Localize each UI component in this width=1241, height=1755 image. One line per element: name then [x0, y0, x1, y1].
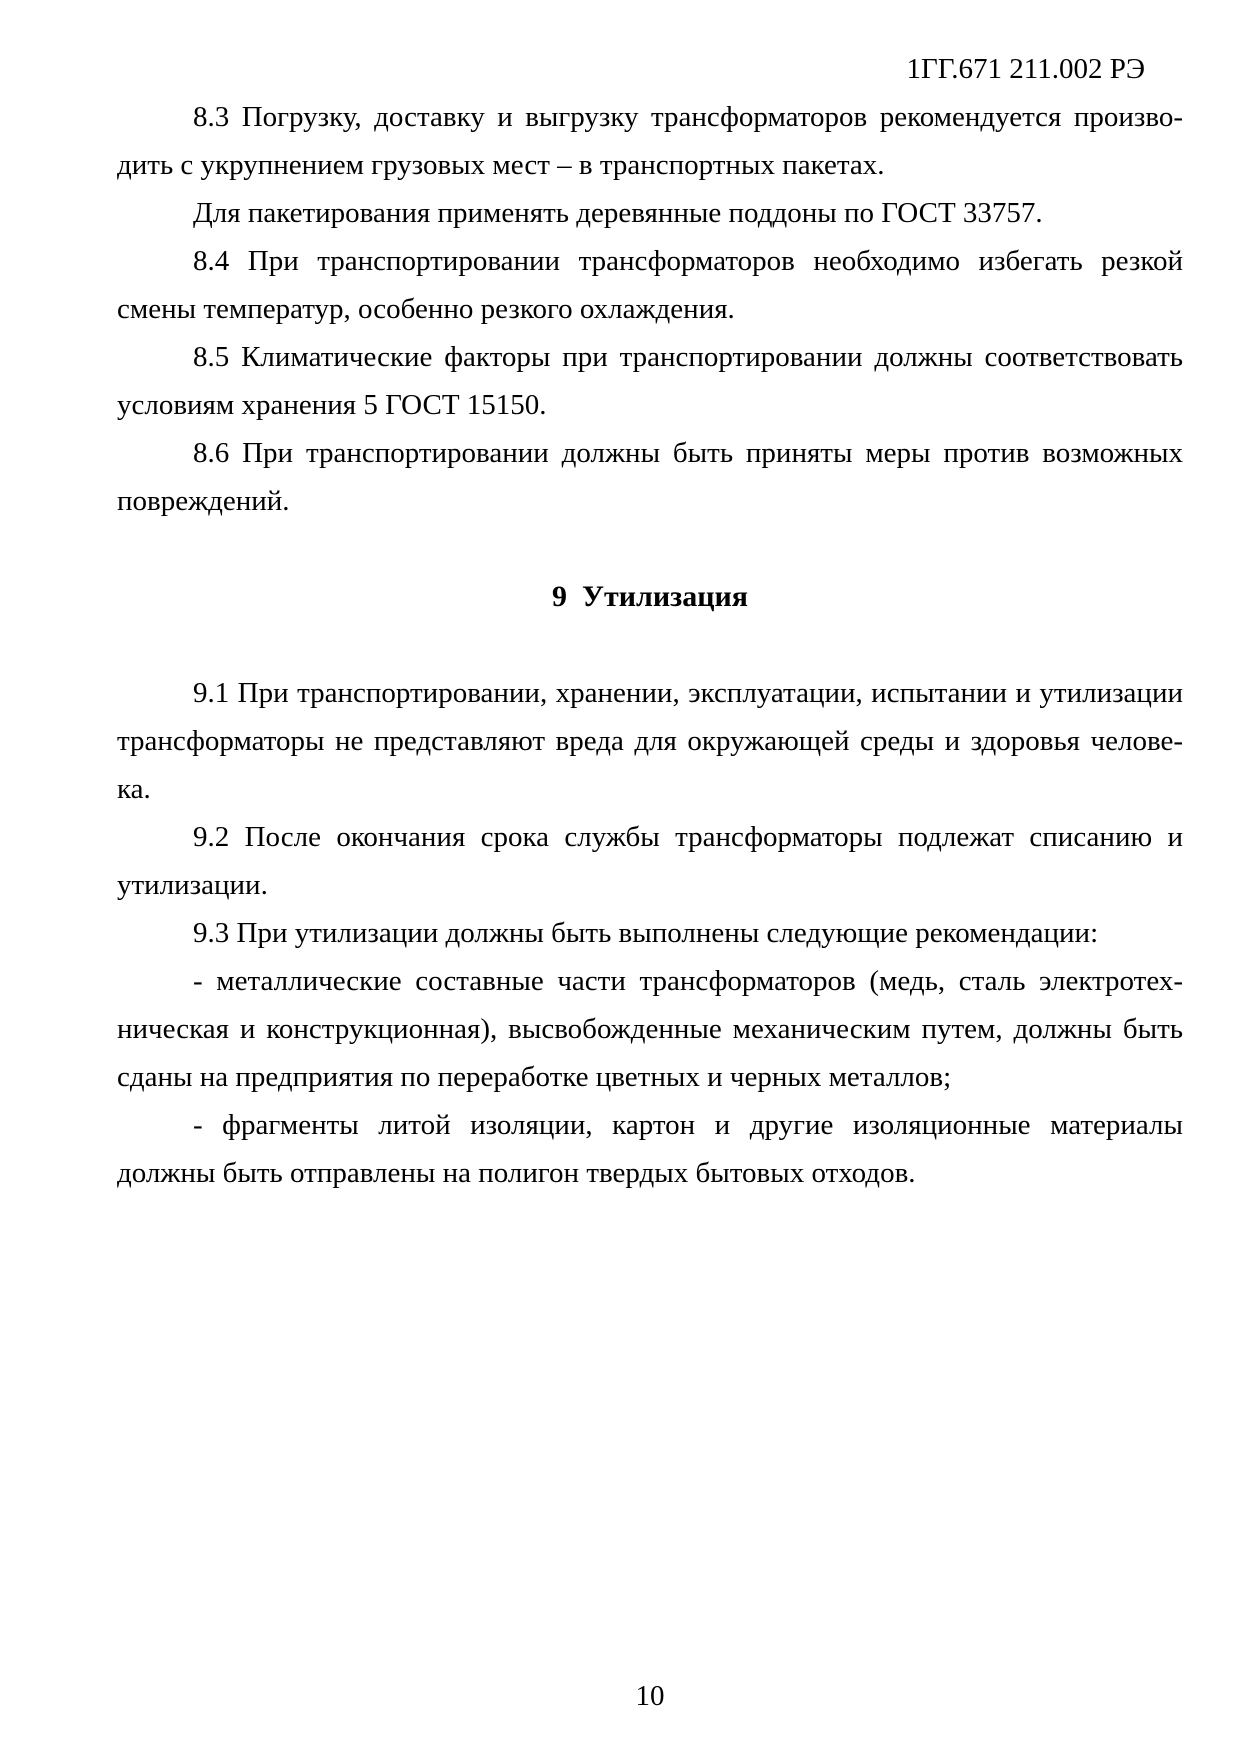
text-line: повреждений.: [117, 485, 290, 517]
content-area: [117, 45, 1183, 1197]
text-line: - фрагменты литой изоляции, картон и другие изоляционные материалы: [193, 1109, 1183, 1141]
text-line: трансформаторы не представляют вреда для окружающей среды и здоровья челове-: [117, 725, 1183, 757]
text-line: дить с укрупнением грузовых мест – в транспортных пакетах.: [117, 149, 885, 181]
paragraph: [117, 813, 1183, 909]
page-number: 10: [635, 1680, 665, 1712]
text-line: 8.6 При транспортировании должны быть приняты меры против возможных: [193, 437, 1183, 469]
text-line: условиям хранения 5 ГОСТ 15150.: [117, 389, 547, 421]
text-line: - металлические составные части трансформаторов (медь, сталь электротех-: [193, 965, 1183, 997]
paragraph: [117, 237, 1183, 333]
text-line: 9.1 При транспортировании, хранении, эксплуатации, испытании и утилизации: [193, 677, 1183, 709]
paragraph: [117, 93, 1183, 189]
paragraph: [117, 429, 1183, 525]
text-line: должны быть отправлены на полигон твердых бытовых отходов.: [117, 1157, 916, 1189]
paragraph: [117, 909, 1183, 957]
text-line: 9.2 После окончания срока службы трансформаторы подлежат списанию и: [193, 821, 1183, 853]
text-line: 9.3 При утилизации должны быть выполнены следующие рекомендации:: [193, 917, 1099, 949]
text-line: 8.3 Погрузку, доставку и выгрузку трансформаторов рекомендуется произво-: [193, 101, 1183, 133]
body-content: [117, 93, 1183, 1197]
paragraph: [117, 189, 1183, 237]
doc-code: 1ГГ.671 211.002 РЭ: [906, 53, 1145, 85]
paragraph: [117, 957, 1183, 1101]
paragraph: [117, 1101, 1183, 1197]
paragraph: [117, 669, 1183, 813]
text-line: ка.: [117, 773, 151, 805]
text-line: Для пакетирования применять деревянные поддоны по ГОСТ 33757.: [193, 197, 1043, 229]
text-line: утилизации.: [117, 869, 268, 901]
text-line: 8.5 Климатические факторы при транспортировании должны соответствовать: [193, 341, 1183, 373]
text-line: сданы на предприятия по переработке цветных и черных металлов;: [117, 1061, 952, 1093]
text-line: ническая и конструкционная), высвобожденные механическим путем, должны быть: [117, 1013, 1183, 1045]
paragraph: [117, 333, 1183, 429]
text-line: 8.4 При транспортировании трансформаторов необходимо избегать резкой: [193, 245, 1183, 277]
text-line: смены температур, особенно резкого охлаждения.: [117, 293, 735, 325]
section-heading: 9 Утилизация: [551, 580, 748, 613]
